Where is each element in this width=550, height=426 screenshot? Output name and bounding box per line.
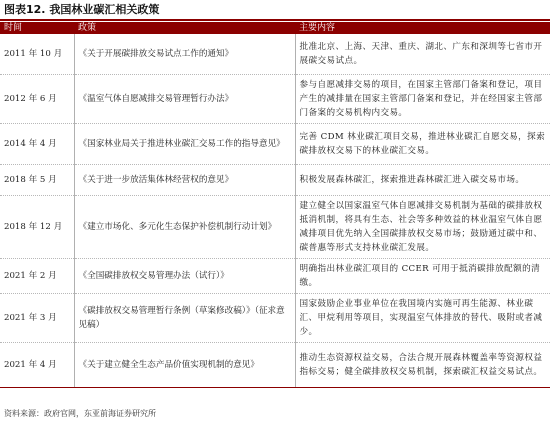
policy-cell: 《关于建立健全生态产品价值实现机制的意见》: [74, 343, 295, 388]
content-cell: 批准北京、上海、天津、重庆、湖北、广东和深圳等七省市开展碳交易试点。: [295, 34, 550, 75]
table-row: [0, 343, 550, 388]
time-cell: 2014 年 4 月: [0, 124, 74, 165]
policy-cell: 《关于进一步放活集体林经营权的意见》: [74, 165, 295, 196]
table-row: [0, 165, 550, 196]
policy-table: [0, 22, 550, 388]
policy-cell: 《全国碳排放权交易管理办法（试行）》: [74, 259, 295, 294]
header-content: 主要内容: [295, 22, 550, 34]
time-cell: 2021 年 3 月: [0, 294, 74, 343]
time-cell: 2021 年 4 月: [0, 343, 74, 388]
table-row: [0, 34, 550, 75]
figure-title: 图表12. 我国林业碳汇相关政策: [4, 3, 160, 16]
time-cell: 2021 年 2 月: [0, 259, 74, 294]
content-cell: 推动生态资源权益交易，合法合规开展森林覆盖率等资源权益指标交易；健全碳排放权交易机制，探索碳汇权益交易试点。: [295, 343, 550, 388]
time-cell: 2018 年 12 月: [0, 196, 74, 259]
time-cell: 2018 年 5 月: [0, 165, 74, 196]
header-time: 时间: [0, 22, 74, 34]
policy-cell: 《国家林业局关于推进林业碳汇交易工作的指导意见》: [74, 124, 295, 165]
content-cell: 完善 CDM 林业碳汇项目交易，推进林业碳汇自愿交易，探索碳排放权交易下的林业碳汇交易。: [295, 124, 550, 165]
policy-cell: 《关于开展碳排放交易试点工作的通知》: [74, 34, 295, 75]
table-row: [0, 124, 550, 165]
content-cell: 国家鼓励企业事业单位在我国境内实施可再生能源、林业碳汇、甲烷利用等项目，实现温室气体排放的替代、吸附或者减少。: [295, 294, 550, 343]
policy-cell: 《温室气体自愿减排交易管理暂行办法》: [74, 75, 295, 124]
table-row: [0, 294, 550, 343]
content-cell: 参与自愿减排交易的项目，在国家主管部门备案和登记，项目产生的减排量在国家主管部门备案和登记，并在经国家主管部门备案的交易机构内交易。: [295, 75, 550, 124]
time-cell: 2012 年 6 月: [0, 75, 74, 124]
table-row: [0, 75, 550, 124]
time-cell: 2011 年 10 月: [0, 34, 74, 75]
table-row: [0, 259, 550, 294]
table-header-row: [0, 22, 550, 34]
content-cell: 积极发展森林碳汇，探索推进森林碳汇进入碳交易市场。: [295, 165, 550, 196]
content-cell: 建立健全以国家温室气体自愿减排交易机制为基础的碳排放权抵消机制，将具有生态、社会等多种效益的林业温室气体自愿减排项目优先纳入全国碳排放权交易市场；鼓励通过碳中和、碳普惠等形式支持林业碳汇发展。: [295, 196, 550, 259]
header-policy: 政策: [74, 22, 295, 34]
source-note: 资料来源：政府官网，东亚前海证券研究所: [4, 409, 156, 418]
table-row: [0, 196, 550, 259]
policy-cell: 《建立市场化、多元化生态保护补偿机制行动计划》: [74, 196, 295, 259]
content-cell: 明确指出林业碳汇项目的 CCER 可用于抵消碳排放配额的清缴。: [295, 259, 550, 294]
policy-cell: 《碳排放权交易管理暂行条例（草案修改稿）》（征求意见稿）: [74, 294, 295, 343]
title-rule: [0, 19, 550, 21]
